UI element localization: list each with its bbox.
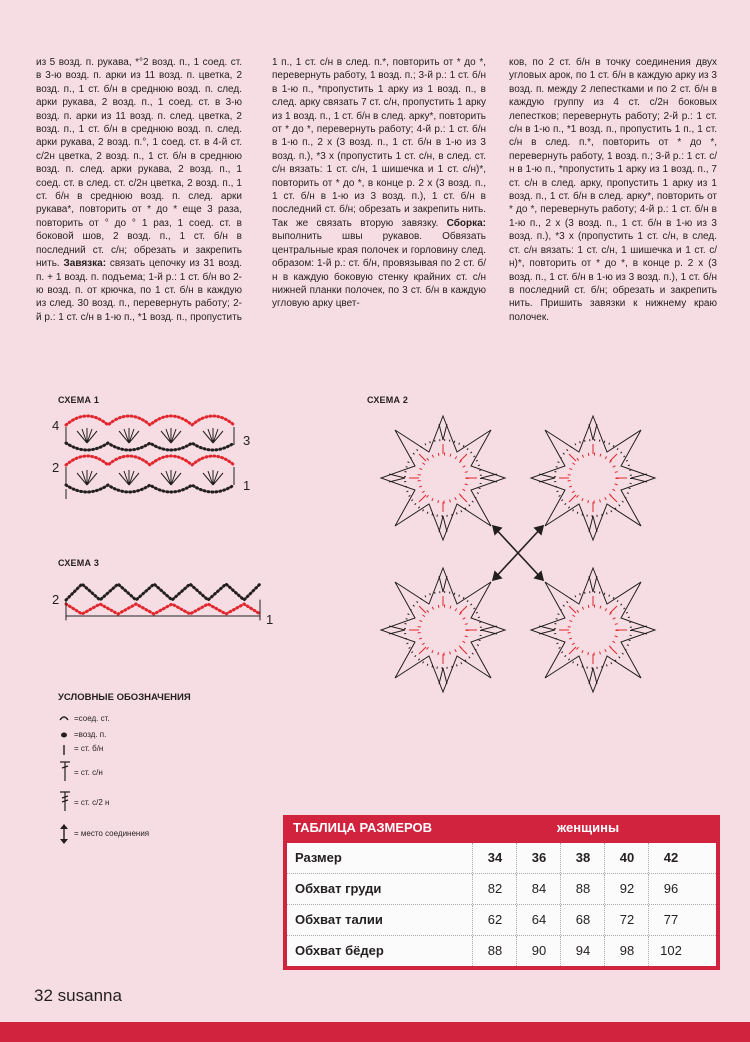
size-table-group: женщины	[557, 820, 620, 835]
row-number: 2	[52, 592, 60, 607]
brand-name: susanna	[57, 986, 122, 1005]
page-number: 32	[34, 986, 53, 1005]
table-row: Обхват груди 82 84 88 92 96	[287, 874, 716, 905]
chain-stitch-icon	[58, 730, 70, 740]
instruction-text: ков, по 2 ст. б/н в точку соединения двух угловых арок, по 1 ст. б/н в каждую арку из 3 возд. п. между 2 лепестками и по 2 ст. б/н в каждую группу из 4 ст. с/2н боковых лепестков; перевернуть работу; 2-й р.: 1 ст. с/н в 1-ю п., *1 возд. п., пропустить 1 п., 1 ст. с/н в след. п.*, повторить от * до *, перевернуть работу, 1 возд. п.; 3-й р.: 1 ст. с/н в 1-ю п., *пропустить 1 арку из 1 возд. п., 7 ст. с/н в след. арку, пропустить 1 арку из 1 возд. п., 1 ст. б/н в след. арку*, повторить от * до *, перевернуть работу; 4-й р.: 1 ст. б/н в 1-ю п., 2 х (3 возд. п., 1 ст. б/н в 1-ю из 3 возд. п.), *3 х (пропустить 1 ст. с/н, в след. ст. с/н вязать: 1 ст. с/н, 1 шишечка и 1 ст. с/н)*, повторить от * до *, в конце р. 2 х (3 возд. п., 1 ст. б/н в 1-ю из 3 возд. п.), 1 ст. б/н в последний ст. б/н; обрезать и закрепить нить. Пришить завязки к нижнему краю полочек.	[509, 57, 717, 323]
row-number: 4	[52, 418, 60, 433]
double-crochet-icon	[58, 760, 72, 782]
instruction-text: связать цепочку из 31 возд. п. + 1 возд. п. подъема; 1-й р.: 1 ст. б/н во 2-ю возд. п. от крючка, по 1 ст. б/н в каждую из след. 30 возд. п., перевернуть работу; 2-й р.: 1 ст. с/н в 1-ю п., *1 возд. п., пропустить	[36, 258, 242, 323]
table-row: Обхват бёдер 88 90 94 98 102	[287, 936, 716, 967]
single-crochet-icon	[58, 744, 70, 756]
size-table	[283, 815, 720, 970]
schema-3-title: СХЕМА 3	[58, 558, 100, 568]
page-footer	[34, 986, 122, 1006]
text-column-2	[272, 56, 486, 311]
row-number: 2	[52, 460, 60, 475]
instruction-text: из 5 возд. п. рукава, *°2 возд. п., 1 соед. ст. в 3-ю возд. п. арки из 11 возд. п. цветка, 2 возд. п., 1 ст. б/н в среднюю возд. п. след. арки рукава, 2 возд. п., 1 соед. ст. в 3-ю возд. п. арки из 11 возд. п. след. цветка, 2 возд. п., 1 ст. б/н в среднюю возд. п. след. арки рукава, 2 возд. п.°, 1 соед. ст. в 4-й ст. с/2н цветка, 2 возд. п., 1 ст. б/н в среднюю возд. п. след. арки рукава, 2 возд. п., 1 соед. ст. в след. ст. с/2н цветка, 2 возд. п., 1 ст. б/н в среднюю возд. п. след. арки рукава*, повторить от * до * еще 3 раза, повторить от ° до ° 1 раз, 1 соед. ст. в боковой шов, 2 возд. п., 1 ст. б/н в последний ст. с/н; обрезать и закрепить нить.	[36, 57, 242, 270]
row-number: 1	[266, 612, 274, 627]
size-table-header	[283, 815, 720, 843]
schema-1-diagram	[62, 405, 247, 503]
schema-1-title: СХЕМА 1	[58, 395, 100, 405]
schema-2-diagram	[373, 408, 663, 700]
table-row: Обхват талии 62 64 68 72 77	[287, 905, 716, 936]
instruction-text: 1 п., 1 ст. с/н в след. п.*, повторить от * до *, перевернуть работу, 1 возд. п.; 3-й р.: 1 ст. б/н в 1-ю п., *пропустить 1 арку из 1 возд. п., в след. арку связать 7 ст. с/н, пропустить 1 арку из 1 возд. п., 1 ст. б/н в след. арку*, повторить от * до *, перевернуть работу; 4-й р.: 1 ст. б/н в 1-ю п., 2 х (3 возд. п., 1 ст. б/н в 1-ю из 3 возд. п.), *3 х (пропустить 1 ст. с/н, в след. ст. с/н вязать: 1 ст. с/н, 1 шишечка и 1 ст. с/н)*, повторить от * до *, в конце р. 2 х (3 возд. п., 1 ст. б/н в 1-ю из 3 возд. п.), 1 ст. б/н в последний ст. б/н; обрезать и закрепить нить. Так же связать вторую завязку.	[272, 57, 486, 229]
footer-bar	[0, 1022, 750, 1042]
legend: УСЛОВНЫЕ ОБОЗНАЧЕНИЯ =соед. ст. =возд. п. = ст. б/н = ст. с/н = ст. с/2 н = место соединения	[58, 692, 191, 707]
size-table-title: ТАБЛИЦА РАЗМЕРОВ	[293, 820, 433, 835]
schema-3-diagram	[62, 570, 272, 630]
text-column-1	[36, 56, 242, 324]
section-label-zavyazka: Завязка:	[63, 258, 107, 270]
slip-stitch-icon	[58, 714, 70, 724]
row-number: 1	[243, 478, 251, 493]
join-arrow-icon	[58, 824, 70, 844]
section-label-sborka: Сборка:	[446, 217, 486, 229]
legend-title: УСЛОВНЫЕ ОБОЗНАЧЕНИЯ	[58, 692, 191, 703]
instruction-text: выполнить швы рукавов. Обвязать центральные края полочек и горловину след. образом: 1-й р.: ст. б/н, провязывая по 2 ст. б/н в каждую боковую стенку крайних ст. с/н нижней планки полочек, по 3 ст. б/н в каждую угловую арку цвет-	[272, 231, 486, 310]
row-number: 3	[243, 433, 251, 448]
treble-crochet-icon	[58, 790, 72, 812]
table-row: Размер 34 36 38 40 42	[287, 843, 716, 874]
text-column-3	[509, 56, 717, 324]
schema-2-title: СХЕМА 2	[367, 395, 409, 405]
